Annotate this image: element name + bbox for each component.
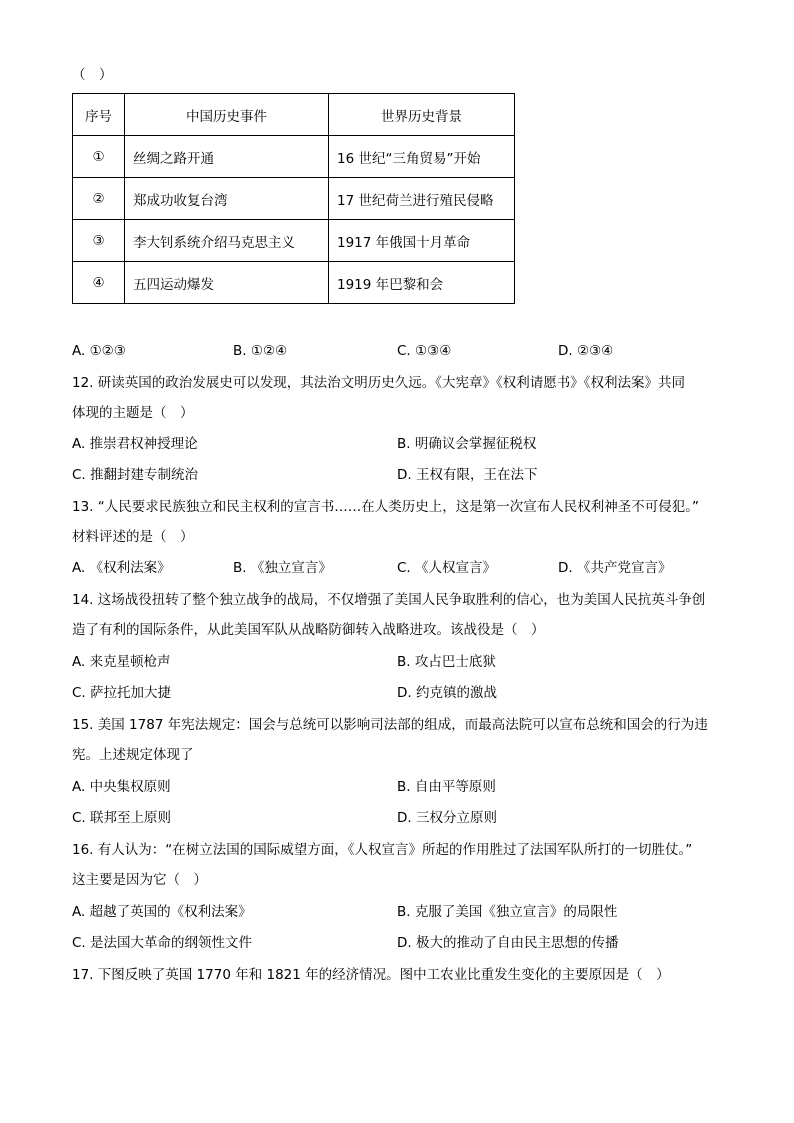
table-row — [73, 220, 515, 262]
q11-answer-bracket: （ ） — [72, 67, 113, 83]
table-row — [73, 262, 515, 304]
q16-option-a[interactable]: A. 超越了英国的《权利法案》 — [72, 904, 252, 920]
q13-option-b[interactable]: B. 《独立宣言》 — [233, 560, 332, 576]
q12-option-c[interactable]: C. 推翻封建专制统治 — [72, 467, 199, 483]
table-cell: ③ — [73, 220, 125, 262]
table-header-cell: 中国历史事件 — [125, 94, 329, 136]
q17-stem-line-1: 17. 下图反映了英国 1770 年和 1821 年的经济情况。图中工农业比重发生变化的主要原因是（ ） — [72, 967, 670, 983]
table-cell: 李大钊系统介绍马克思主义 — [125, 220, 329, 262]
table-cell: 郑成功收复台湾 — [125, 178, 329, 220]
q13-option-c[interactable]: C. 《人权宣言》 — [397, 560, 497, 576]
q14-option-c[interactable]: C. 萨拉托加大捷 — [72, 685, 172, 701]
table-header-cell: 世界历史背景 — [329, 94, 515, 136]
q15-stem-line-1: 15. 美国 1787 年宪法规定：国会与总统可以影响司法部的组成，而最高法院可以宣布总统和国会的行为违 — [72, 717, 708, 733]
table-cell: 丝绸之路开通 — [125, 136, 329, 178]
history-events-table — [72, 93, 515, 304]
q13-stem-line-1: 13. “人民要求民族独立和民主权利的宣言书……在人类历史上，这是第一次宣布人民权利神圣不可侵犯。” — [72, 499, 699, 515]
table-row — [73, 178, 515, 220]
q12-stem-line-1: 12. 研读英国的政治发展史可以发现，其法治文明历史久远。《大宪章》《权利请愿书》《权利法案》共同 — [72, 375, 686, 391]
table-header-cell: 序号 — [73, 94, 125, 136]
table-cell: ④ — [73, 262, 125, 304]
table-cell: 17 世纪荷兰进行殖民侵略 — [329, 178, 515, 220]
q12-option-a[interactable]: A. 推崇君权神授理论 — [72, 436, 198, 452]
q14-stem-line-1: 14. 这场战役扭转了整个独立战争的战局，不仅增强了美国人民争取胜利的信心，也为美国人民抗英斗争创 — [72, 592, 706, 608]
table-row — [73, 136, 515, 178]
q12-stem-line-2: 体现的主题是（ ） — [72, 405, 194, 421]
q11-option-b[interactable]: B. ①②④ — [233, 343, 288, 359]
table-header-row — [73, 94, 515, 136]
table-cell: 五四运动爆发 — [125, 262, 329, 304]
q12-option-b[interactable]: B. 明确议会掌握征税权 — [397, 436, 537, 452]
q12-option-d[interactable]: D. 王权有限，王在法下 — [397, 467, 538, 483]
q14-stem-line-2: 造了有利的国际条件，从此美国军队从战略防御转入战略进攻。该战役是（ ） — [72, 622, 545, 638]
q14-option-b[interactable]: B. 攻占巴士底狱 — [397, 654, 496, 670]
table-cell: ② — [73, 178, 125, 220]
q16-option-c[interactable]: C. 是法国大革命的纲领性文件 — [72, 935, 253, 951]
q15-option-c[interactable]: C. 联邦至上原则 — [72, 810, 172, 826]
table-cell: 16 世纪“三角贸易”开始 — [329, 136, 515, 178]
q15-option-a[interactable]: A. 中央集权原则 — [72, 779, 171, 795]
q14-option-a[interactable]: A. 来克星顿枪声 — [72, 654, 171, 670]
q16-option-b[interactable]: B. 克服了美国《独立宣言》的局限性 — [397, 904, 618, 920]
q13-stem-line-2: 材料评述的是（ ） — [72, 529, 194, 545]
table-cell: ① — [73, 136, 125, 178]
q13-option-a[interactable]: A. 《权利法案》 — [72, 560, 171, 576]
q11-option-d[interactable]: D. ②③④ — [558, 343, 614, 359]
q16-stem-line-1: 16. 有人认为：“在树立法国的国际威望方面，《人权宣言》所起的作用胜过了法国军队所打的一切胜仗。” — [72, 842, 693, 858]
q16-option-d[interactable]: D. 极大的推动了自由民主思想的传播 — [397, 935, 619, 951]
table-cell: 1919 年巴黎和会 — [329, 262, 515, 304]
q14-option-d[interactable]: D. 约克镇的激战 — [397, 685, 497, 701]
q15-stem-line-2: 宪。上述规定体现了 — [72, 747, 194, 763]
q15-option-d[interactable]: D. 三权分立原则 — [397, 810, 497, 826]
q13-option-d[interactable]: D. 《共产党宣言》 — [558, 560, 672, 576]
q11-option-a[interactable]: A. ①②③ — [72, 343, 126, 359]
q16-stem-line-2: 这主要是因为它（ ） — [72, 872, 207, 888]
table-cell: 1917 年俄国十月革命 — [329, 220, 515, 262]
q15-option-b[interactable]: B. 自由平等原则 — [397, 779, 496, 795]
q11-option-c[interactable]: C. ①③④ — [397, 343, 452, 359]
